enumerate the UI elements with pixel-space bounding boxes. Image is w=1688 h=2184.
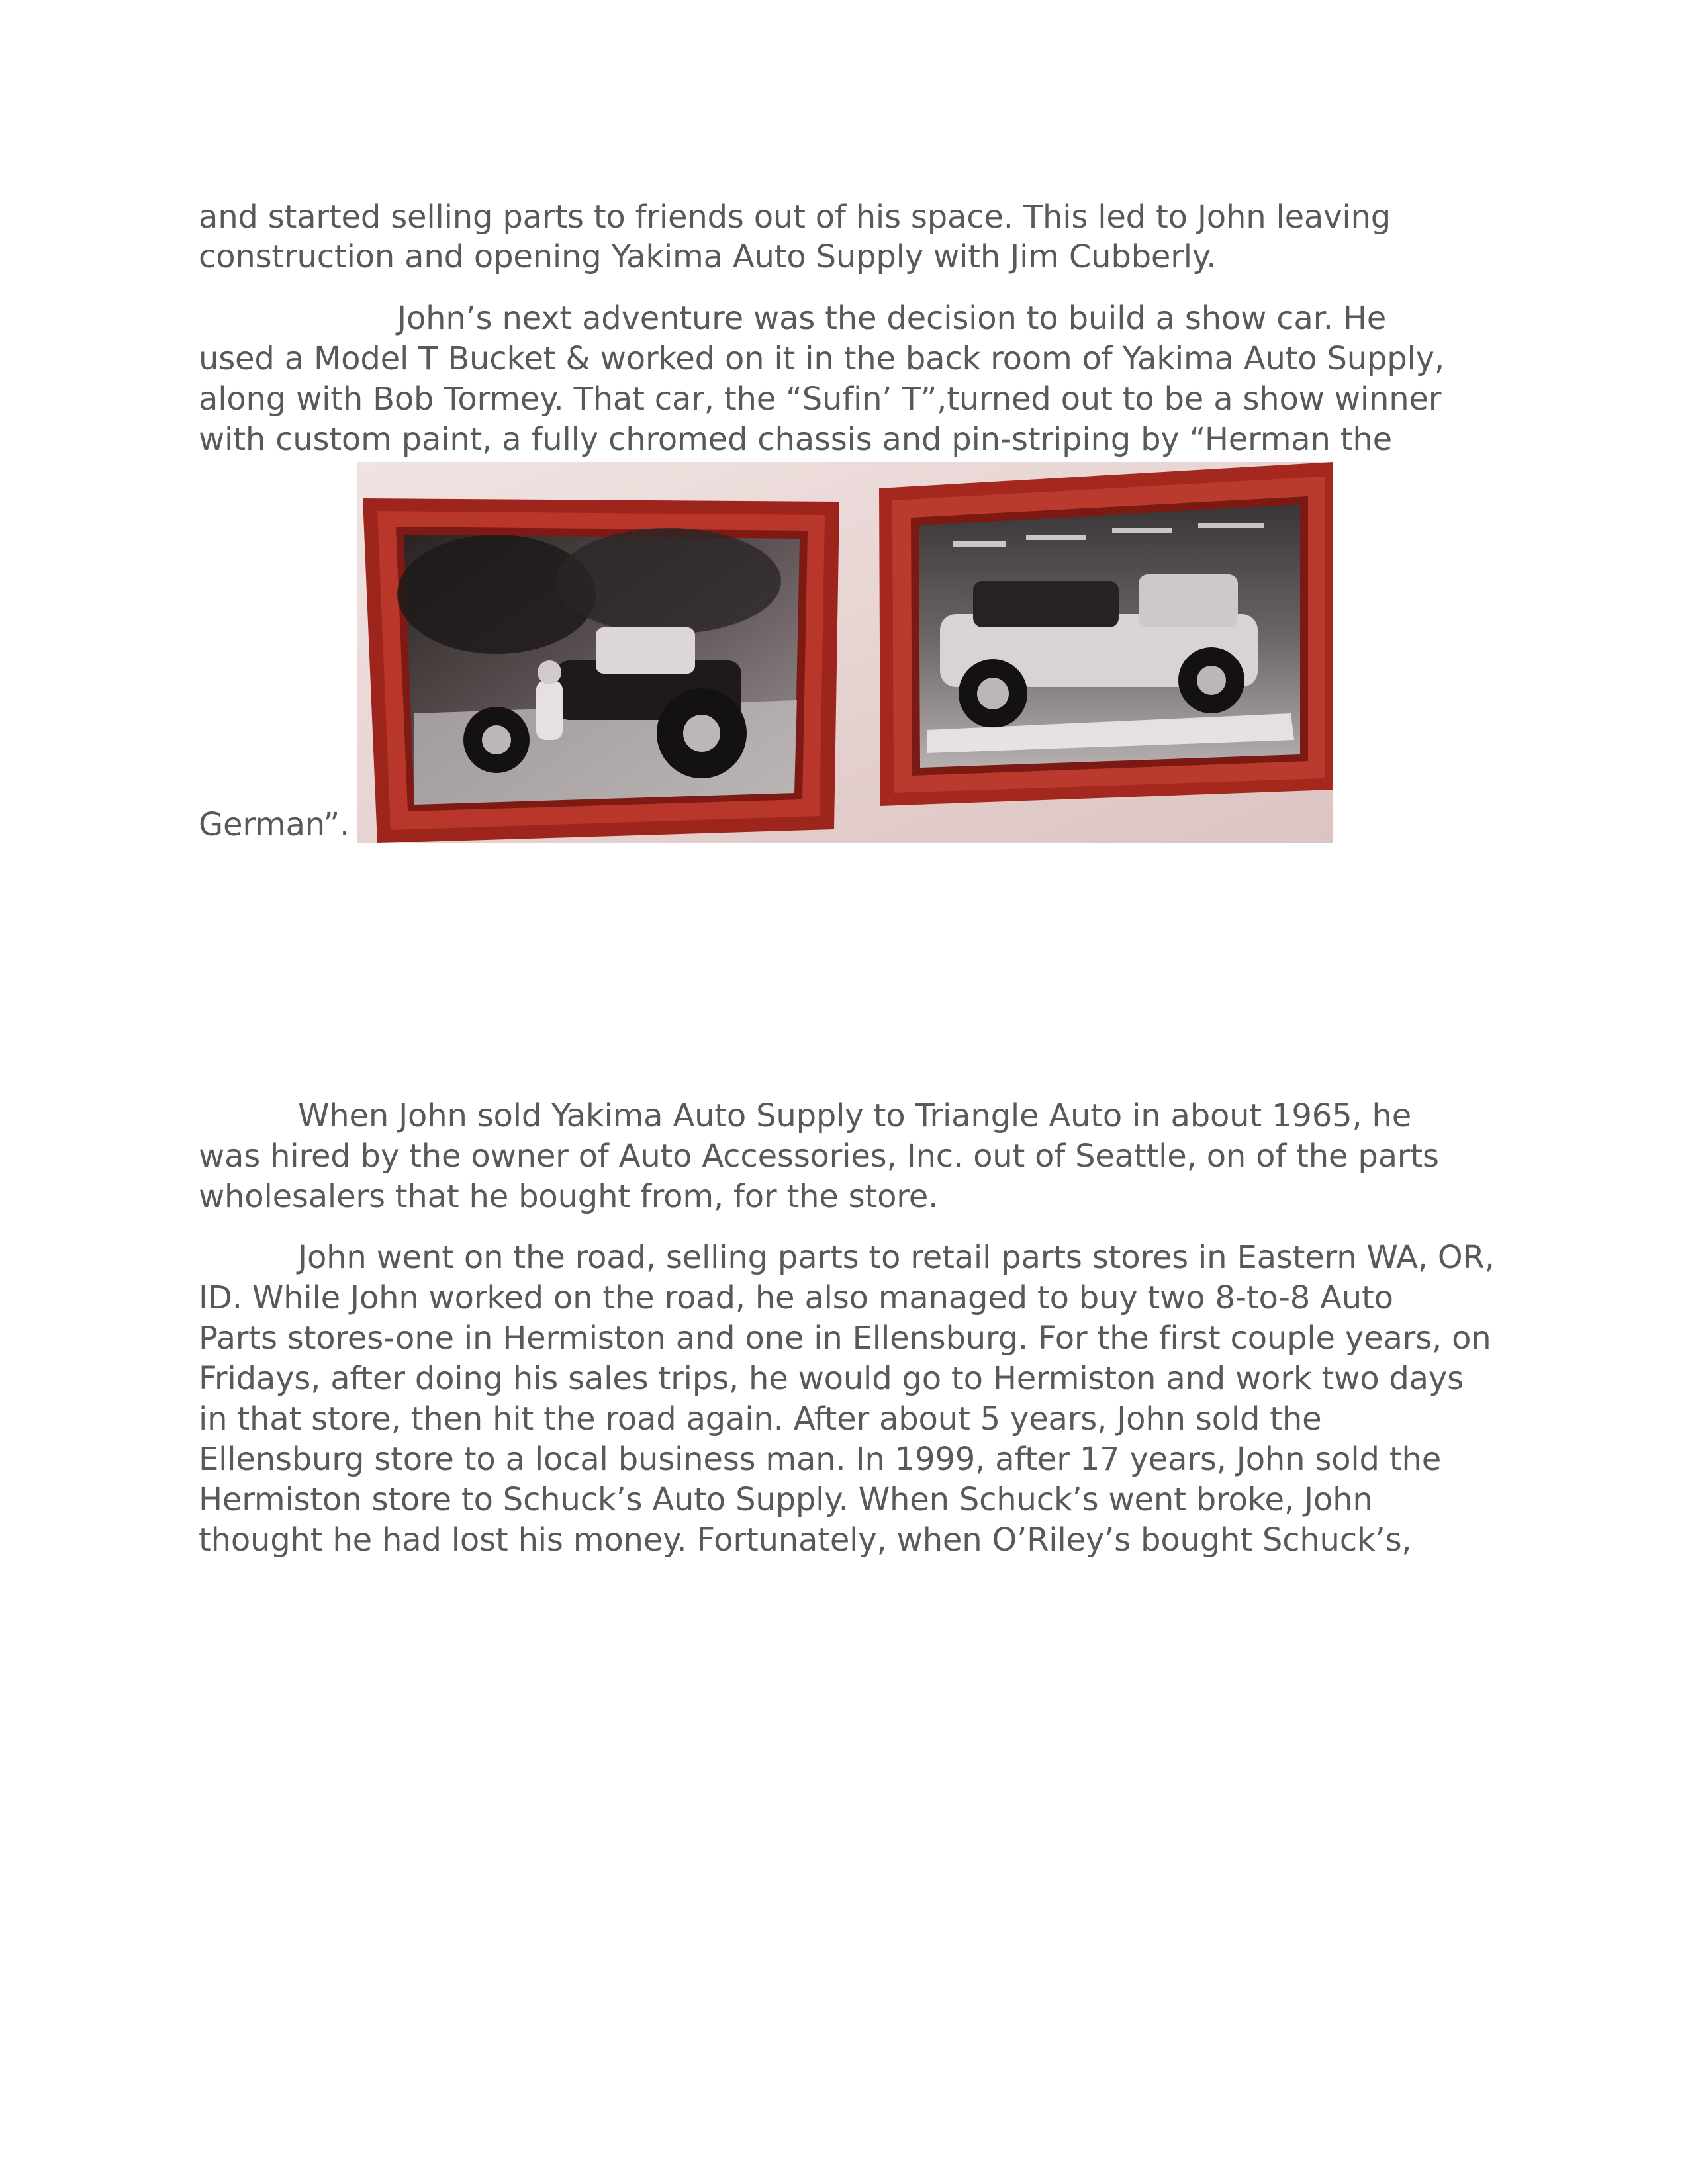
text-line: thought he had lost his money. Fortunately, when O’Riley’s bought Schuck’s, [199,1522,1412,1559]
text-line: used a Model T Bucket & worked on it in the back room of Yakima Auto Supply, [199,340,1444,377]
left-frame [363,498,839,843]
text-line: German”. [199,806,350,843]
framed-car-photos-image [357,462,1333,843]
right-frame [879,462,1333,806]
text-line: Ellensburg store to a local business man. In 1999, after 17 years, John sold the [199,1441,1442,1478]
text-line: Parts stores-one in Hermiston and one in Ellensburg. For the first couple years, on [199,1320,1491,1357]
text-line: Fridays, after doing his sales trips, he would go to Hermiston and work two days [199,1360,1464,1397]
text-line: John went on the road, selling parts to retail parts stores in Eastern WA, OR, [298,1239,1495,1276]
text-line: with custom paint, a fully chromed chassis and pin-striping by “Herman the [199,421,1392,458]
text-line: Hermiston store to Schuck’s Auto Supply. When Schuck’s went broke, John [199,1481,1373,1518]
text-line: along with Bob Tormey. That car, the “Sufin’ T”,turned out to be a show winner [199,381,1442,418]
text-line: and started selling parts to friends out of his space. This led to John leaving [199,199,1391,236]
text-line: construction and opening Yakima Auto Supply with Jim Cubberly. [199,238,1217,275]
text-line: wholesalers that he bought from, for the store. [199,1178,939,1215]
text-line: in that store, then hit the road again. After about 5 years, John sold the [199,1400,1322,1437]
text-line: When John sold Yakima Auto Supply to Triangle Auto in about 1965, he [298,1097,1412,1134]
text-line: John’s next adventure was the decision to build a show car. He [397,300,1387,337]
text-line: was hired by the owner of Auto Accessories, Inc. out of Seattle, on of the parts [199,1138,1439,1175]
text-line: ID. While John worked on the road, he also managed to buy two 8-to-8 Auto [199,1279,1393,1316]
